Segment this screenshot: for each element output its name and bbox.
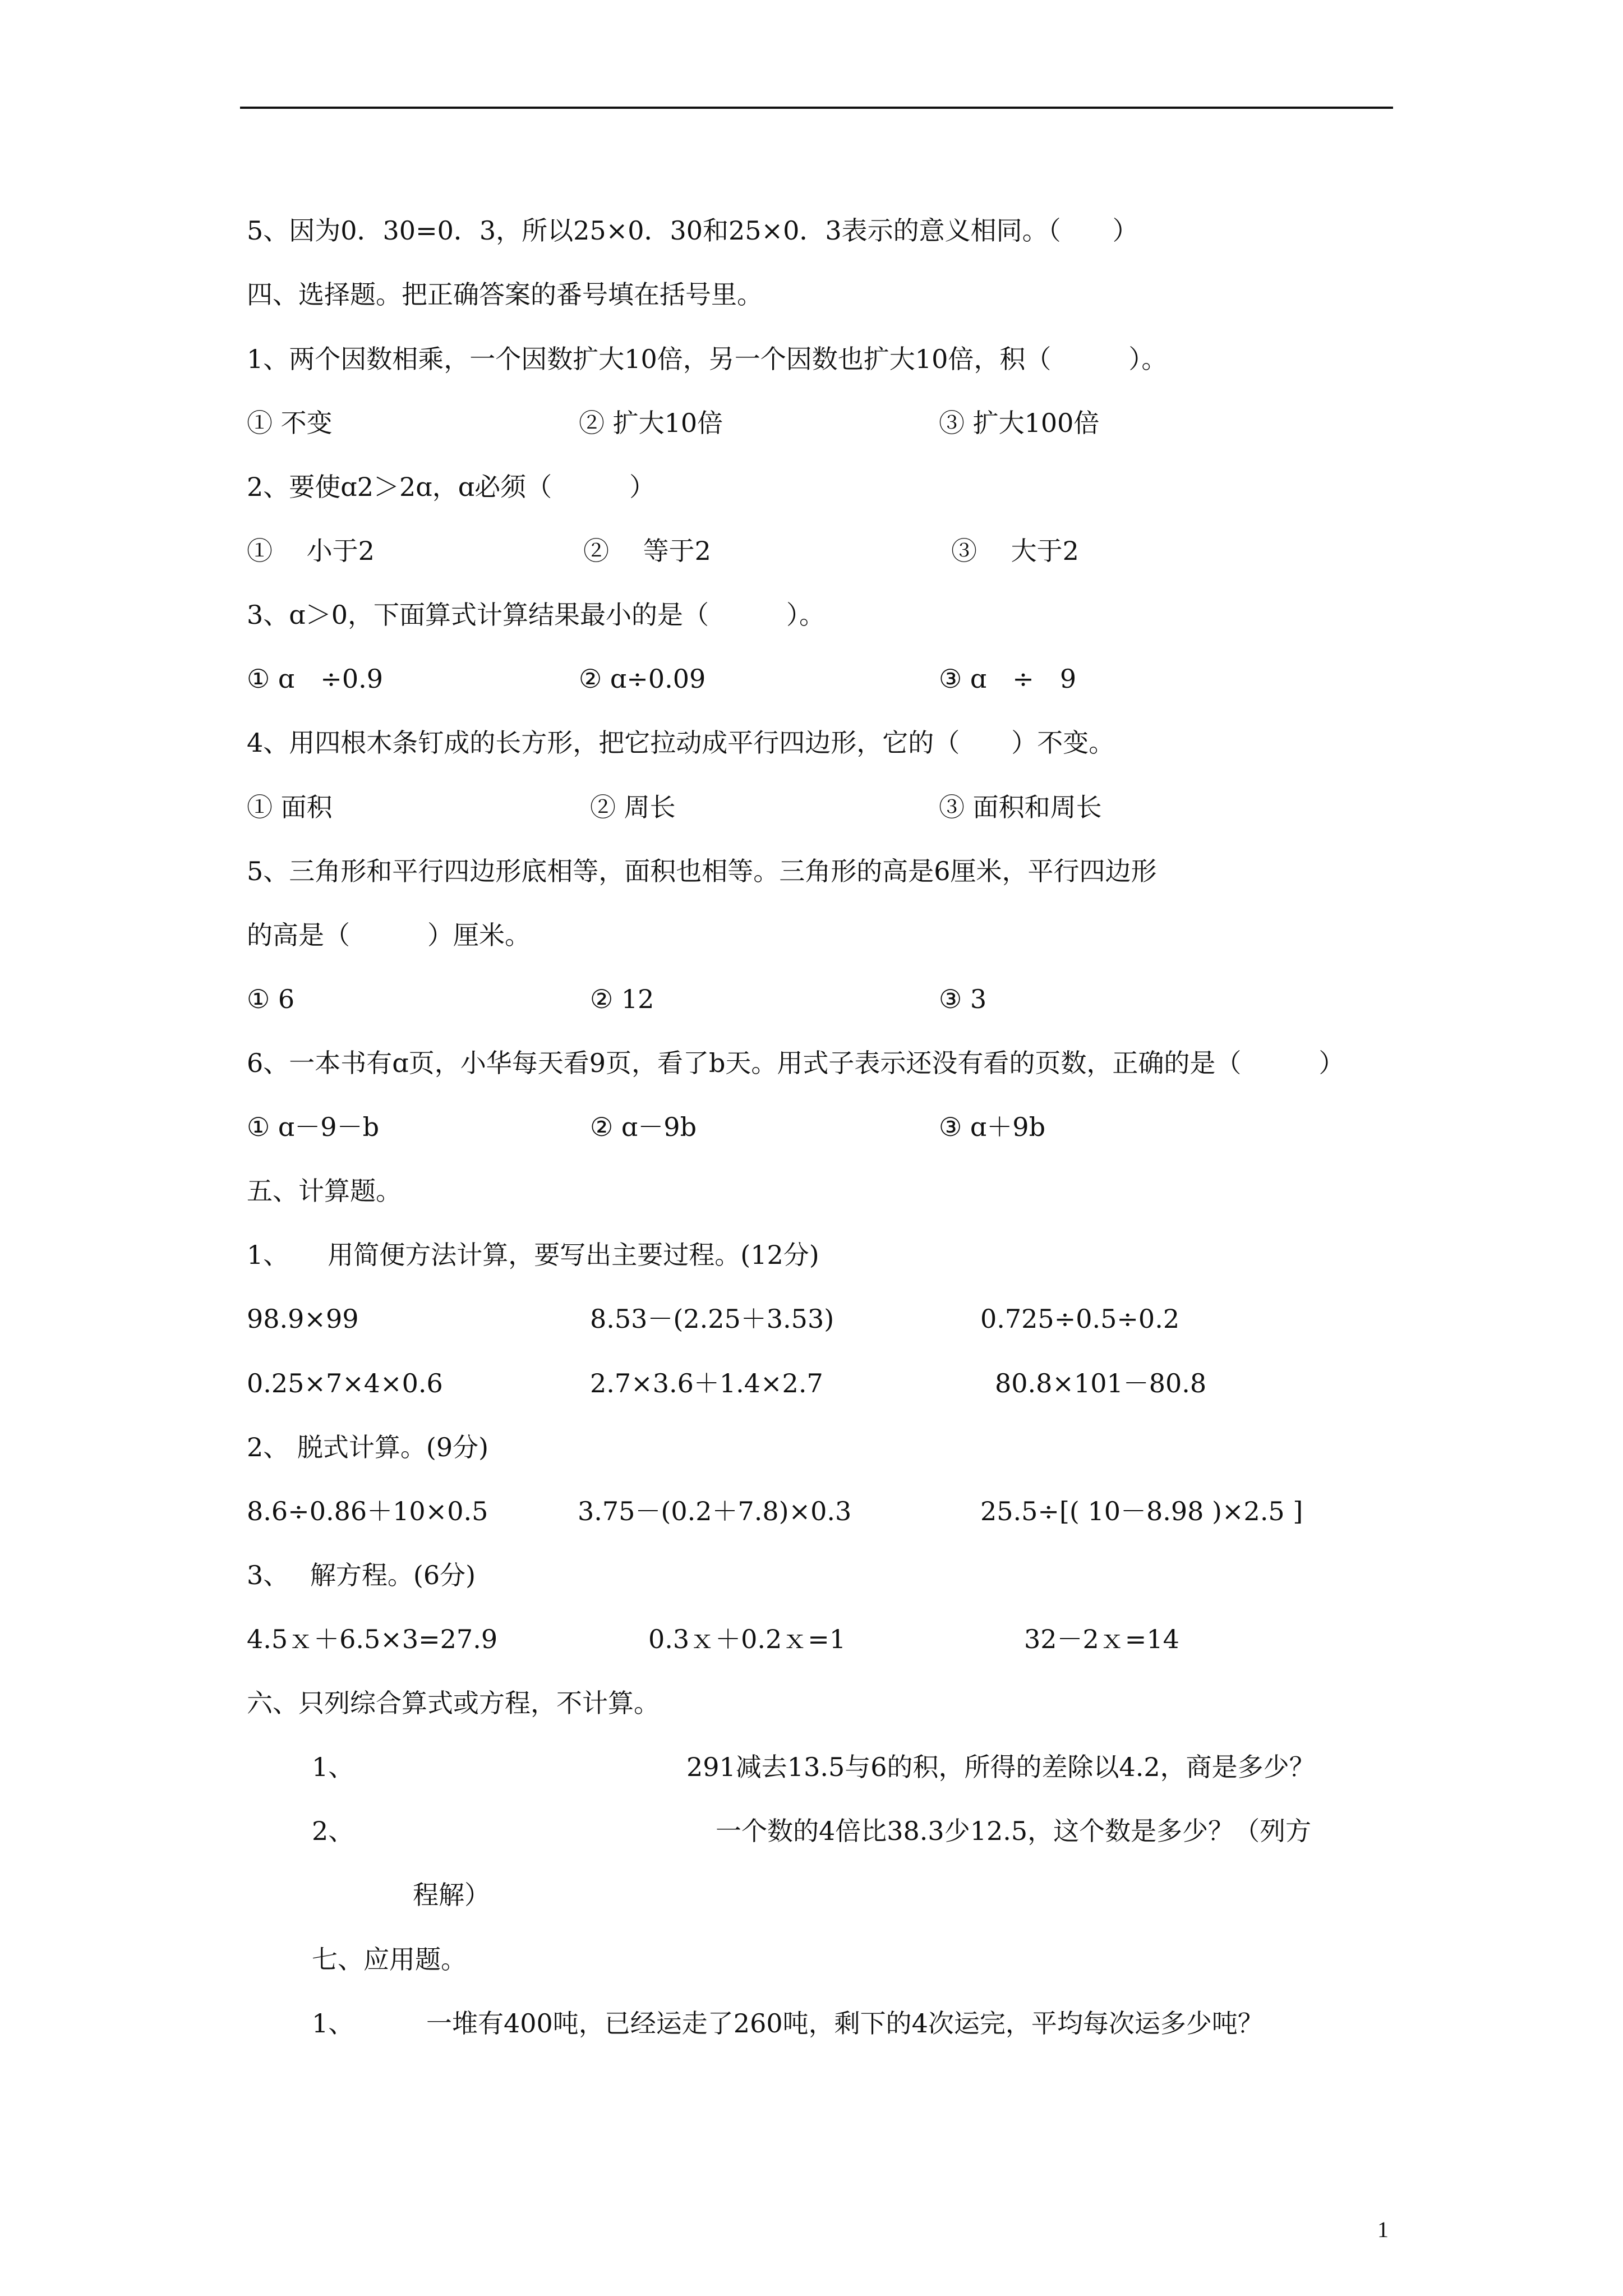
judgment-item-5: 5、因为0．30=0．3，所以25×0．30和25×0．3表示的意义相同。（ ） <box>247 215 1138 246</box>
calc-2-expr-3: 25.5÷[( 10－8.98 )×2.5 ] <box>980 1496 1303 1526</box>
equation-2: 0.3ｘ＋0.2ｘ=1 <box>648 1624 846 1654</box>
calc-1-expr-4: 0.25×7×4×0.6 <box>247 1368 443 1398</box>
choice-4-option-3: ③ 面积和周长 <box>939 792 1102 822</box>
choice-3-option-1: ① ɑ ÷0.9 <box>247 664 384 694</box>
formula-item-1-number: 1、 <box>312 1752 354 1782</box>
calc-part-1-heading: 1、 用简便方法计算，要写出主要过程。(12分) <box>247 1240 819 1270</box>
calc-1-expr-3: 0.725÷0.5÷0.2 <box>980 1304 1180 1334</box>
section-six-heading: 六、只列综合算式或方程，不计算。 <box>247 1688 660 1718</box>
formula-item-1-text: 291减去13.5与6的积，所得的差除以4.2，商是多少？ <box>686 1752 1315 1782</box>
choice-6-option-2: ② ɑ－9b <box>590 1112 697 1142</box>
choice-2-option-2: ② 等于2 <box>583 536 711 566</box>
choice-3-option-2: ② ɑ÷0.09 <box>579 664 706 694</box>
choice-question-5: 5、三角形和平行四边形底相等，面积也相等。三角形的高是6厘米，平行四边形 <box>247 856 1157 886</box>
calc-1-expr-6: 80.8×101－80.8 <box>995 1368 1207 1398</box>
calc-part-2-heading: 2、 脱式计算。(9分) <box>247 1432 489 1462</box>
choice-question-1: 1、两个因数相乘，一个因数扩大10倍，另一个因数也扩大10倍，积（ ）。 <box>247 344 1168 374</box>
choice-1-option-2: ② 扩大10倍 <box>579 408 723 438</box>
choice-question-2: 2、要使ɑ2＞2ɑ，ɑ必须（ ） <box>247 472 656 502</box>
calc-2-expr-1: 8.6÷0.86＋10×0.5 <box>247 1496 488 1526</box>
choice-6-option-3: ③ ɑ＋9b <box>939 1112 1046 1142</box>
equation-1: 4.5ｘ＋6.5×3=27.9 <box>247 1624 498 1654</box>
formula-item-2-text: 一个数的4倍比38.3少12.5，这个数是多少？（列方 <box>716 1816 1312 1846</box>
calc-1-expr-1: 98.9×99 <box>247 1304 359 1334</box>
choice-question-5-cont: 的高是（ ）厘米。 <box>247 920 531 950</box>
choice-question-4: 4、用四根木条钉成的长方形，把它拉动成平行四边形，它的（ ）不变。 <box>247 728 1115 758</box>
equation-3: 32－2ｘ=14 <box>1024 1624 1179 1654</box>
word-problem-1-text: 一堆有400吨，已经运走了260吨，剩下的4次运完，平均每次运多少吨？ <box>426 2008 1264 2039</box>
choice-4-option-1: ① 面积 <box>247 792 333 822</box>
choice-2-option-1: ① 小于2 <box>247 536 375 566</box>
formula-item-2-cont: 程解） <box>413 1880 490 1910</box>
calc-1-expr-2: 8.53－(2.25＋3.53) <box>590 1304 834 1334</box>
calc-part-3-heading: 3、 解方程。(6分) <box>247 1560 476 1590</box>
choice-5-option-2: ② 12 <box>590 984 654 1014</box>
choice-5-option-1: ① 6 <box>247 984 295 1014</box>
choice-6-option-1: ① ɑ－9－b <box>247 1112 380 1142</box>
choice-4-option-2: ② 周长 <box>590 792 676 822</box>
calc-2-expr-2: 3.75－(0.2＋7.8)×0.3 <box>578 1496 852 1526</box>
choice-1-option-3: ③ 扩大100倍 <box>939 408 1100 438</box>
calc-1-expr-5: 2.7×3.6＋1.4×2.7 <box>590 1368 823 1398</box>
choice-2-option-3: ③ 大于2 <box>951 536 1079 566</box>
choice-5-option-3: ③ 3 <box>939 984 987 1014</box>
section-four-heading: 四、选择题。把正确答案的番号填在括号里。 <box>247 279 763 310</box>
choice-question-3: 3、ɑ＞0，下面算式计算结果最小的是（ ）。 <box>247 600 825 630</box>
page-number: 1 <box>1377 2217 1389 2242</box>
section-five-heading: 五、计算题。 <box>247 1176 402 1206</box>
choice-3-option-3: ③ ɑ ÷ 9 <box>939 664 1077 694</box>
choice-1-option-1: ① 不变 <box>247 408 333 438</box>
section-seven-heading: 七、应用题。 <box>312 1944 467 1975</box>
word-problem-1-number: 1、 <box>312 2008 354 2039</box>
formula-item-2-number: 2、 <box>312 1816 354 1846</box>
choice-question-6: 6、一本书有ɑ页，小华每天看9页，看了b天。用式子表示还没有看的页数，正确的是（ ） <box>247 1048 1345 1078</box>
header-rule <box>240 107 1393 109</box>
